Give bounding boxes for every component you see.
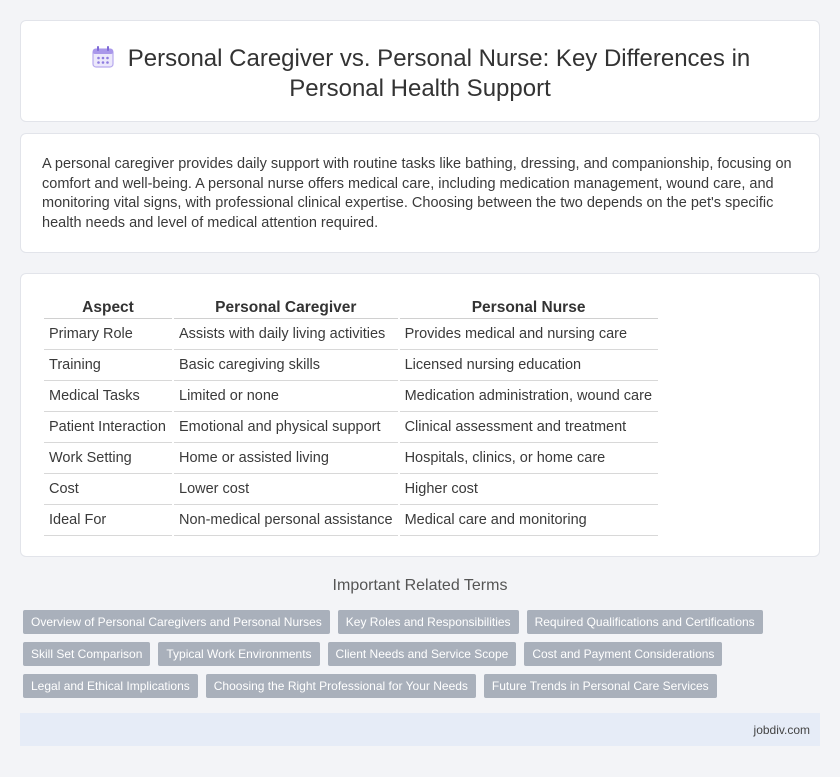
- header-aspect: Aspect: [44, 297, 172, 319]
- related-term-tag[interactable]: Overview of Personal Caregivers and Personal Nurses: [23, 610, 330, 634]
- tag-row: [23, 610, 823, 634]
- table-row: [44, 474, 658, 505]
- calendar-icon: [90, 44, 116, 70]
- cell-nurse: Higher cost: [400, 474, 658, 505]
- related-terms-title: Important Related Terms: [332, 577, 508, 594]
- related-term-tag[interactable]: Choosing the Right Professional for Your Needs: [206, 674, 476, 698]
- related-term-tag[interactable]: Required Qualifications and Certifications: [527, 610, 763, 634]
- cell-nurse: Medical care and monitoring: [400, 505, 658, 536]
- cell-aspect: Cost: [44, 474, 172, 505]
- intro-paragraph: A personal caregiver provides daily support with routine tasks like bathing, dressing, and companionship, focusing on comfort and well-being. A personal nurse offers medical care, including medication management, wound care, and monitoring vital signs, with professional clinical expertise. Choosing between the two depends on the pet's specific health needs and level of medical attention required.: [42, 156, 792, 231]
- table-row: [44, 350, 658, 381]
- table-row: [44, 319, 658, 350]
- cell-aspect: Patient Interaction: [44, 412, 172, 443]
- cell-caregiver: Lower cost: [174, 474, 398, 505]
- cell-nurse: Medication administration, wound care: [400, 381, 658, 412]
- related-terms-tags: [23, 610, 823, 706]
- header-personal-nurse: Personal Nurse: [400, 297, 658, 319]
- cell-nurse: Licensed nursing education: [400, 350, 658, 381]
- tag-row: [23, 642, 823, 666]
- related-term-tag[interactable]: Cost and Payment Considerations: [524, 642, 722, 666]
- comparison-card: [20, 273, 820, 557]
- related-term-tag[interactable]: Key Roles and Responsibilities: [338, 610, 519, 634]
- cell-aspect: Medical Tasks: [44, 381, 172, 412]
- cell-caregiver: Non-medical personal assistance: [174, 505, 398, 536]
- cell-aspect: Training: [44, 350, 172, 381]
- page-title-row: [21, 44, 819, 104]
- related-term-tag[interactable]: Legal and Ethical Implications: [23, 674, 198, 698]
- page-title: Personal Caregiver vs. Personal Nurse: Key Differences in Personal Health Support: [127, 45, 751, 102]
- tag-row: [23, 674, 823, 698]
- table-header-row: [44, 297, 658, 319]
- related-term-tag[interactable]: Client Needs and Service Scope: [328, 642, 517, 666]
- header-personal-caregiver: Personal Caregiver: [174, 297, 398, 319]
- cell-caregiver: Assists with daily living activities: [174, 319, 398, 350]
- table-row: [44, 505, 658, 536]
- comparison-table: [42, 297, 660, 536]
- header-card: [20, 20, 820, 122]
- footer-bar: [20, 713, 820, 746]
- cell-caregiver: Home or assisted living: [174, 443, 398, 474]
- related-term-tag[interactable]: Typical Work Environments: [158, 642, 319, 666]
- cell-caregiver: Emotional and physical support: [174, 412, 398, 443]
- table-row: [44, 443, 658, 474]
- cell-aspect: Primary Role: [44, 319, 172, 350]
- cell-nurse: Clinical assessment and treatment: [400, 412, 658, 443]
- cell-nurse: Hospitals, clinics, or home care: [400, 443, 658, 474]
- table-row: [44, 412, 658, 443]
- footer-site-link[interactable]: jobdiv.com: [753, 723, 810, 737]
- cell-nurse: Provides medical and nursing care: [400, 319, 658, 350]
- cell-aspect: Work Setting: [44, 443, 172, 474]
- related-term-tag[interactable]: Skill Set Comparison: [23, 642, 150, 666]
- table-row: [44, 381, 658, 412]
- cell-aspect: Ideal For: [44, 505, 172, 536]
- cell-caregiver: Basic caregiving skills: [174, 350, 398, 381]
- related-term-tag[interactable]: Future Trends in Personal Care Services: [484, 674, 717, 698]
- cell-caregiver: Limited or none: [174, 381, 398, 412]
- intro-card: [20, 133, 820, 253]
